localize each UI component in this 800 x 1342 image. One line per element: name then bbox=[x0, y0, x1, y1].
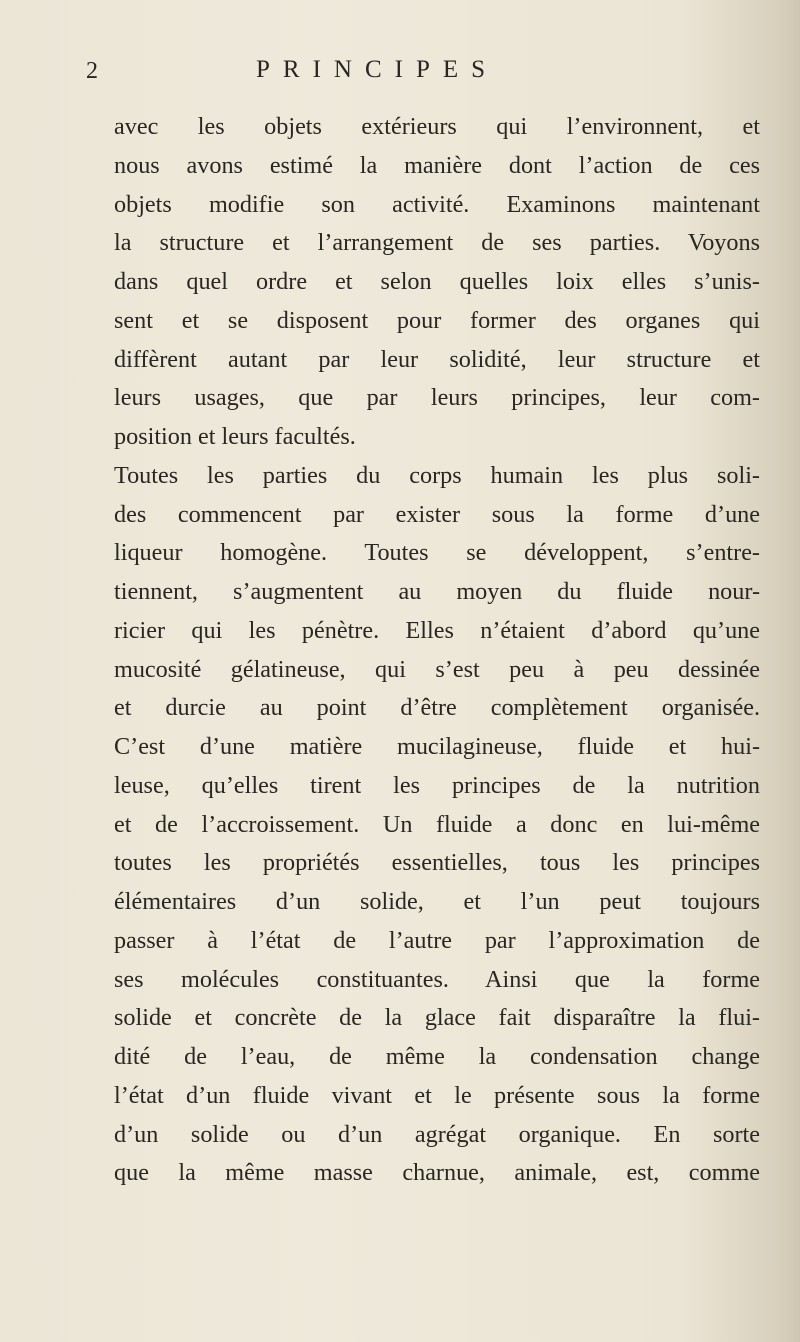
page-header bbox=[86, 52, 766, 92]
text-line: solide et concrète de la glace fait disparaître la flui- bbox=[114, 1004, 760, 1032]
page-number: 2 bbox=[86, 58, 98, 84]
text-line-paragraph-end: position et leurs facultés. bbox=[114, 423, 356, 450]
text-line: diffèrent autant par leur solidité, leur structure et bbox=[114, 345, 760, 373]
text-line: sent et se disposent pour former des organes qui bbox=[114, 306, 760, 334]
text-line: que la même masse charnue, animale, est, comme bbox=[114, 1159, 760, 1187]
text-line: et durcie au point d’être complètement organisée. bbox=[114, 694, 760, 722]
text-line: et de l’accroissement. Un fluide a donc en lui-même bbox=[114, 810, 760, 838]
text-line: l’état d’un fluide vivant et le présente sous la forme bbox=[114, 1081, 760, 1109]
text-line: nous avons estimé la manière dont l’action de ces bbox=[114, 151, 760, 179]
text-line: passer à l’état de l’autre par l’approximation de bbox=[114, 926, 760, 954]
text-line: liqueur homogène. Toutes se développent, s’entre- bbox=[114, 539, 760, 567]
text-line: C’est d’une matière mucilagineuse, fluide et hui- bbox=[114, 733, 760, 760]
text-line-paragraph-start: Toutes les parties du corps humain les plus soli- bbox=[114, 461, 760, 489]
text-line: élémentaires d’un solide, et l’un peut toujours bbox=[114, 888, 760, 915]
text-line: mucosité gélatineuse, qui s’est peu à peu dessinée bbox=[114, 655, 760, 683]
text-line: toutes les propriétés essentielles, tous les principes bbox=[114, 849, 760, 877]
running-title: PRINCIPES bbox=[256, 56, 499, 83]
text-line: leurs usages, que par leurs principes, leur com- bbox=[114, 384, 760, 412]
text-line: leuse, qu’elles tirent les principes de la nutrition bbox=[114, 771, 760, 799]
text-line: la structure et l’arrangement de ses parties. Voyons bbox=[114, 229, 760, 257]
text-line: avec les objets extérieurs qui l’environnent, et bbox=[114, 113, 760, 140]
text-line: des commencent par exister sous la forme d’une bbox=[114, 500, 760, 528]
text-line: dans quel ordre et selon quelles loix elles s’unis- bbox=[114, 268, 760, 295]
text-line: tiennent, s’augmentent au moyen du fluide nour- bbox=[114, 578, 760, 605]
body-text bbox=[114, 108, 760, 1193]
text-line: objets modifie son activité. Examinons maintenant bbox=[114, 190, 760, 218]
text-line: dité de l’eau, de même la condensation change bbox=[114, 1043, 760, 1070]
text-line: ricier qui les pénètre. Elles n’étaient d’abord qu’une bbox=[114, 616, 760, 644]
text-line: ses molécules constituantes. Ainsi que la forme bbox=[114, 965, 760, 993]
text-line: d’un solide ou d’un agrégat organique. En sorte bbox=[114, 1120, 760, 1148]
